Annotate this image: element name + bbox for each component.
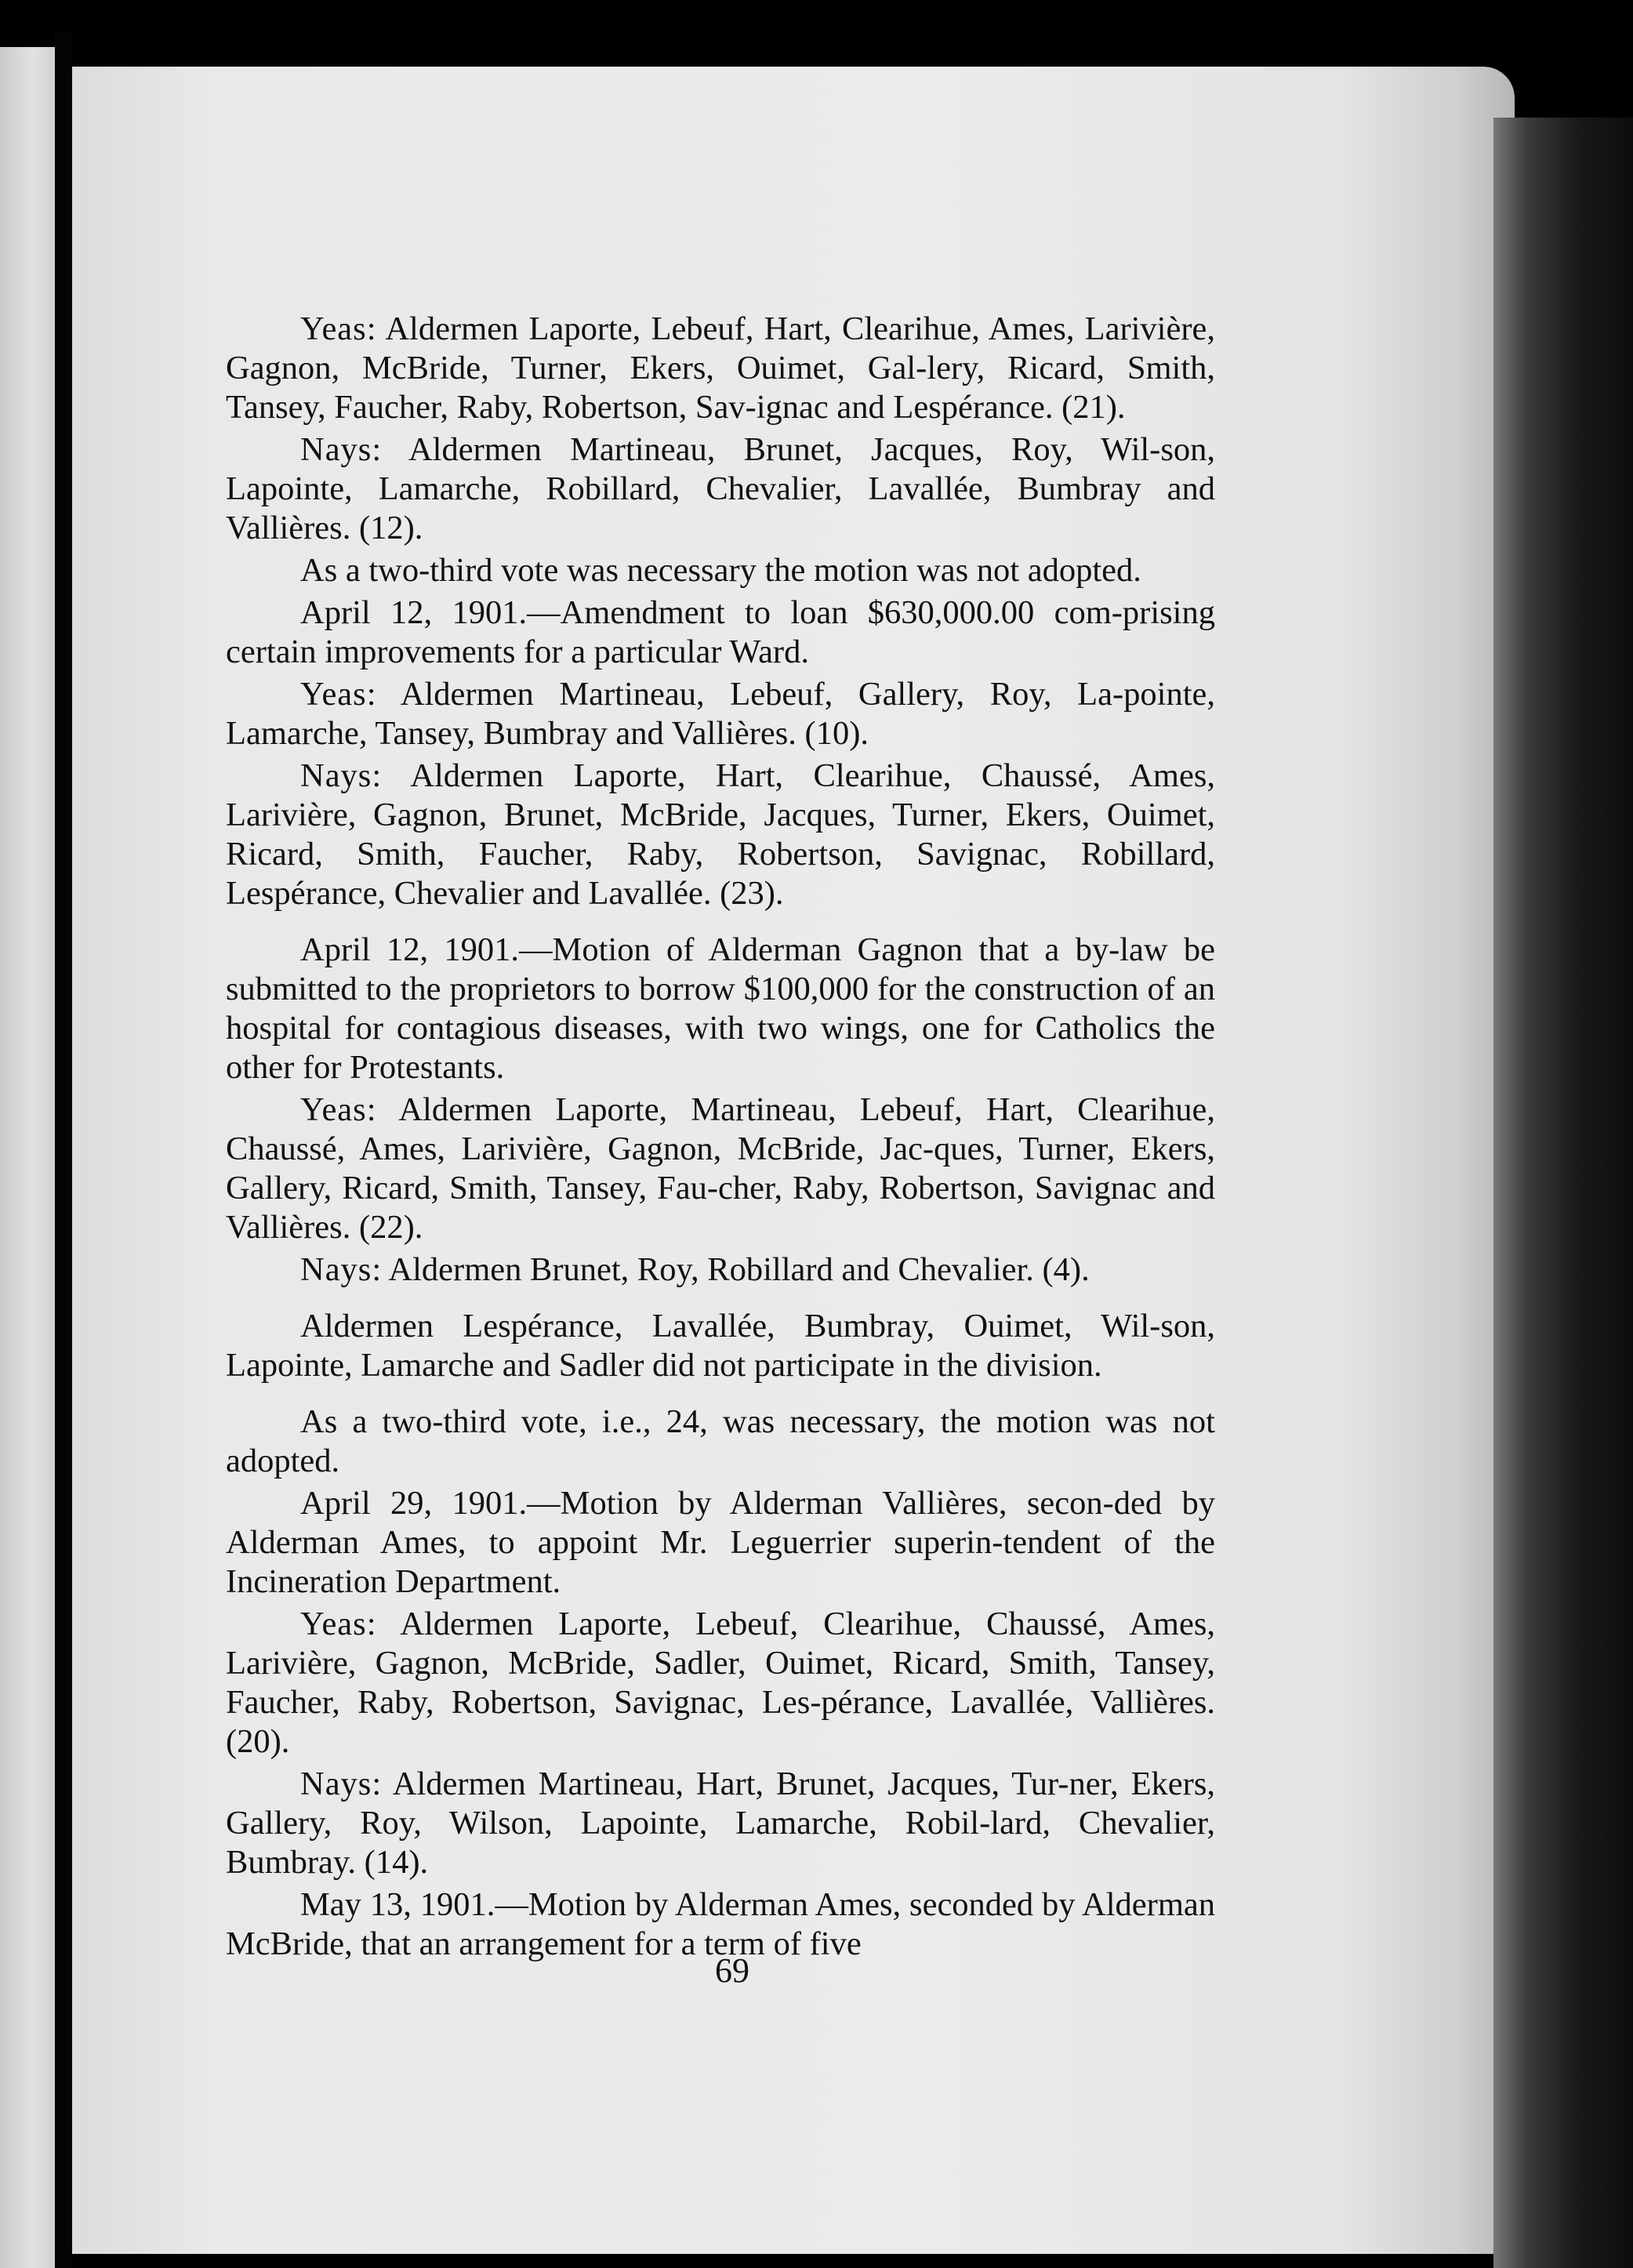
paragraph-text: May 13, 1901.—Motion by Alderman Ames, seconded by Alderman McBride, that an arrangement for a term of five bbox=[226, 1886, 1215, 1962]
paragraph-text: Aldermen Martineau, Brunet, Jacques, Roy, Wil-son, Lapointe, Lamarche, Robillard, Chevalier, Lavallée, Bumbray and Vallières. (12). bbox=[226, 431, 1215, 546]
vote-label: Yeas: bbox=[300, 1091, 377, 1128]
paragraph-text: Aldermen Laporte, Martineau, Lebeuf, Hart, Clearihue, Chaussé, Ames, Larivière, Gagnon, McBride, Jac-ques, Turner, Ekers, Gallery, Ricard, Smith, Tansey, Fau-cher, Raby, Robertson, Savignac and Vallières. (22). bbox=[226, 1091, 1215, 1246]
page-number: 69 bbox=[715, 1951, 749, 1990]
paragraph-text: April 12, 1901.—Motion of Alderman Gagnon that a by-law be submitted to the proprietors to borrow $100,000 for the construction of an hospital for contagious diseases, with two wings, one for Catholics the other for Protestants. bbox=[226, 931, 1215, 1086]
vote-label: Yeas: bbox=[300, 310, 377, 347]
vote-label: Yeas: bbox=[300, 1606, 377, 1642]
vote-label: Nays: bbox=[300, 1251, 383, 1288]
paragraph-text: April 29, 1901.—Motion by Alderman Vallières, secon-ded by Alderman Ames, to appoint Mr. Leguerrier superin-tendent of the Incineration Department. bbox=[226, 1485, 1215, 1600]
paragraph-text: Aldermen Martineau, Hart, Brunet, Jacques, Tur-ner, Ekers, Gallery, Roy, Wilson, Lapointe, Lamarche, Robil-lard, Chevalier, Bumbray. (14). bbox=[226, 1765, 1215, 1881]
vote-label: Nays: bbox=[300, 757, 383, 794]
paragraph-text: Aldermen Martineau, Lebeuf, Gallery, Roy, La-pointe, Lamarche, Tansey, Bumbray and Vallières. (10). bbox=[226, 676, 1215, 752]
vote-label: Yeas: bbox=[300, 676, 377, 713]
paragraph-text: As a two-third vote, i.e., 24, was necessary, the motion was not adopted. bbox=[226, 1403, 1215, 1479]
paragraph-text: Aldermen Laporte, Hart, Clearihue, Chaussé, Ames, Larivière, Gagnon, Brunet, McBride, Jacques, Turner, Ekers, Ouimet, Ricard, Smith, Faucher, Raby, Robertson, Savignac, Robillard, Lespérance, Chevalier and Lavallée. (23). bbox=[226, 757, 1215, 912]
vote-label: Nays: bbox=[300, 1765, 383, 1802]
paragraph-text: April 12, 1901.—Amendment to loan $630,000.00 com-prising certain improvements for a particular Ward. bbox=[226, 594, 1215, 670]
folio-area bbox=[72, 0, 1515, 2268]
vote-label: Nays: bbox=[300, 431, 383, 468]
paragraph-text: As a two-third vote was necessary the motion was not adopted. bbox=[300, 552, 1141, 589]
paragraph-text: Aldermen Laporte, Lebeuf, Clearihue, Chaussé, Ames, Larivière, Gagnon, McBride, Sadler, Ouimet, Ricard, Smith, Tansey, Faucher, Raby, Robertson, Savignac, Les-pérance, Lavallée, Vallières. (20). bbox=[226, 1606, 1215, 1760]
paragraph-text: Aldermen Lespérance, Lavallée, Bumbray, Ouimet, Wil-son, Lapointe, Lamarche and Sadler did not participate in the division. bbox=[226, 1308, 1215, 1384]
paragraph-text: Aldermen Brunet, Roy, Robillard and Chevalier. (4). bbox=[382, 1251, 1090, 1288]
previous-page-edge bbox=[0, 47, 55, 2268]
paragraph-text: Aldermen Laporte, Lebeuf, Hart, Clearihue, Ames, Larivière, Gagnon, McBride, Turner, Ekers, Ouimet, Gal-lery, Ricard, Smith, Tansey, Faucher, Raby, Robertson, Sav-ignac and Lespérance. (21). bbox=[226, 310, 1215, 426]
book-gutter bbox=[55, 31, 72, 2268]
